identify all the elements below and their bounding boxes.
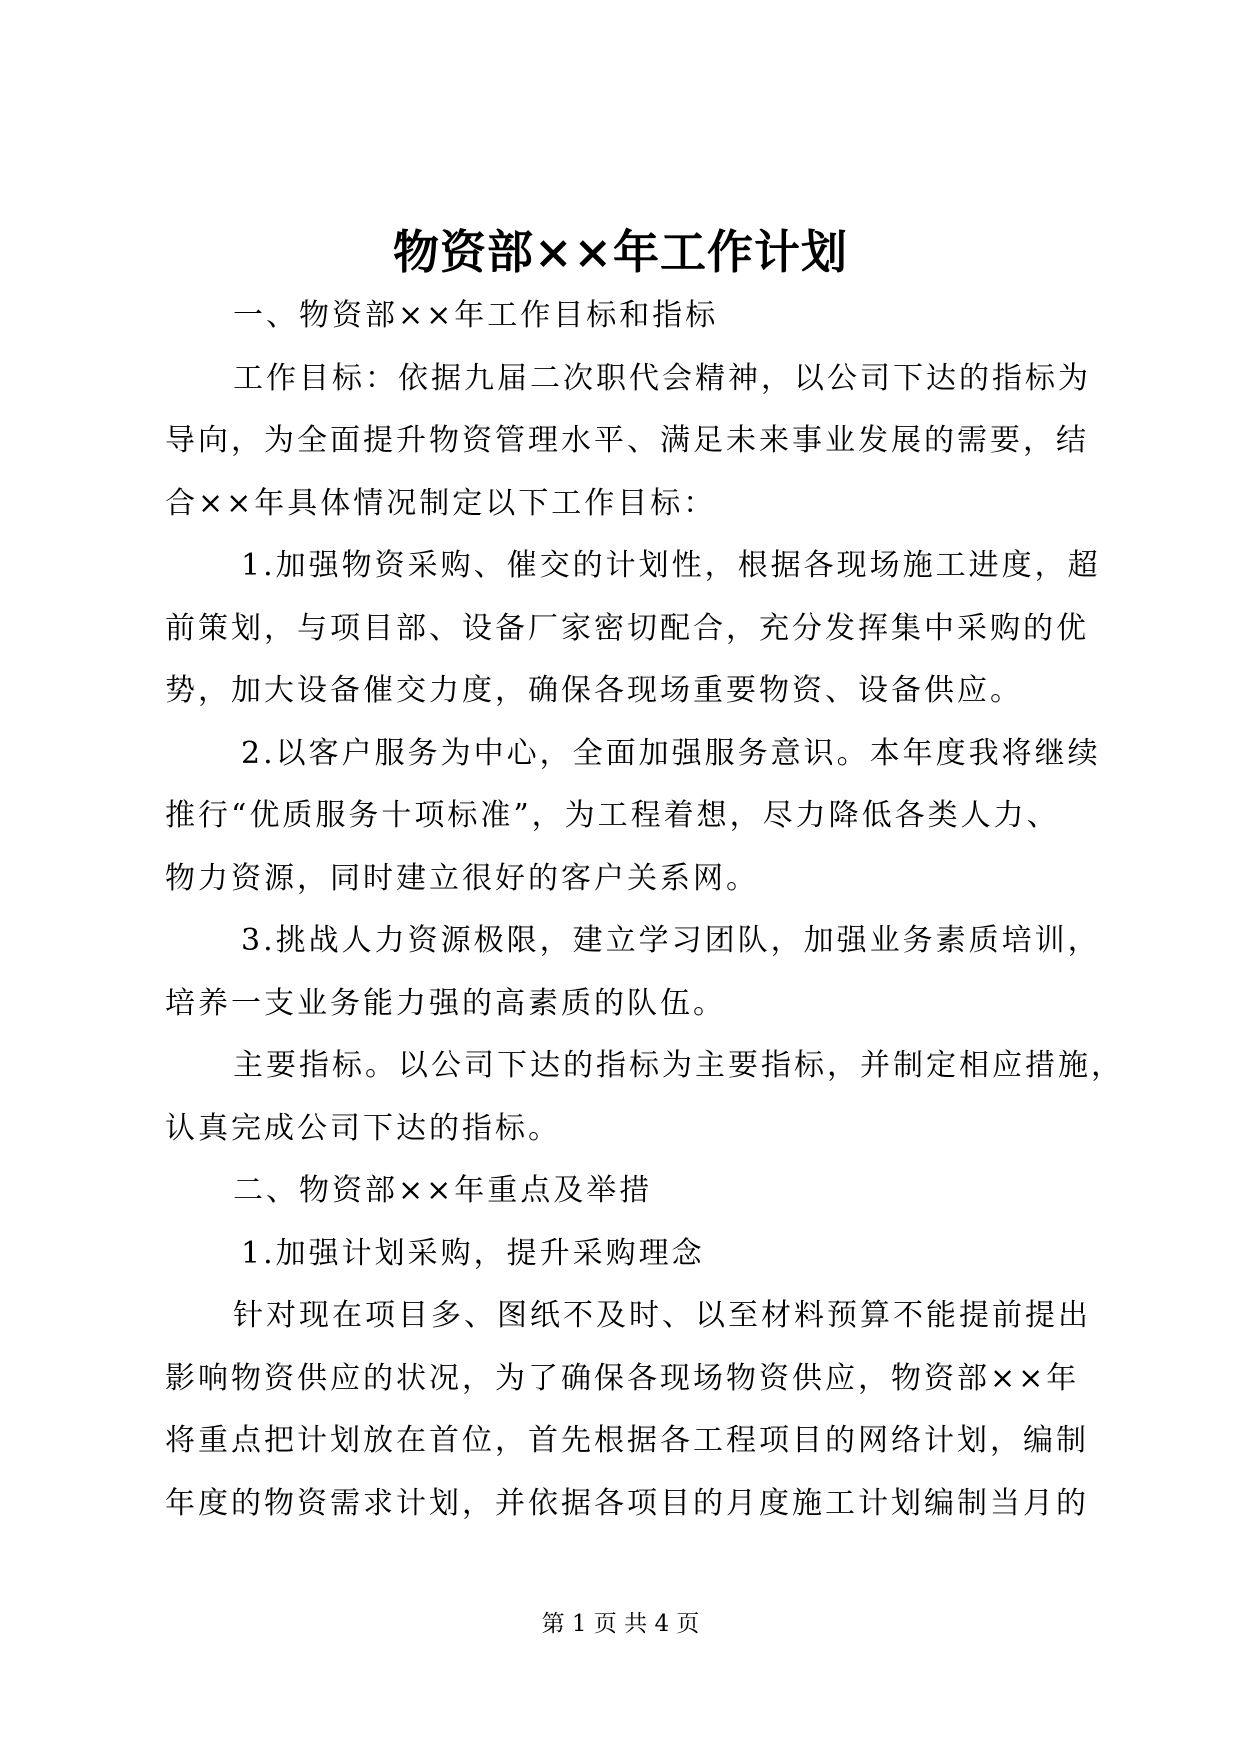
paragraph-line: 2.以客户服务为中心，全面加强服务意识。本年度我将继续 — [241, 735, 1101, 771]
subsection-heading: 1.加强计划采购，提升采购理念 — [241, 1235, 705, 1271]
document-title: 物资部××年工作计划 — [392, 225, 849, 279]
paragraph-line: 3.挑战人力资源极限，建立学习团队，加强业务素质培训， — [241, 923, 1101, 958]
paragraph-line: 前策划，与项目部、设备厂家密切配合，充分发挥集中采购的优 — [165, 610, 1089, 646]
paragraph-line: 推行“优质服务十项标准”，为工程着想，尽力降低各类人力、 — [165, 798, 1060, 833]
paragraph-line: 1.加强物资采购、催交的计划性，根据各现场施工进度，超 — [241, 548, 1101, 583]
paragraph-line: 物力资源，同时建立很好的客户关系网。 — [165, 860, 759, 896]
paragraph-line: 针对现在项目多、图纸不及时、以至材料预算不能提前提出 — [233, 1298, 1091, 1333]
paragraph-line: 年度的物资需求计划，并依据各项目的月度施工计划编制当月的 — [165, 1485, 1089, 1521]
paragraph-line: 工作目标：依据九届二次职代会精神，以公司下达的指标为 — [233, 360, 1091, 396]
paragraph-line: 影响物资供应的状况，为了确保各现场物资供应，物资部××年 — [165, 1360, 1080, 1396]
paragraph-line: 培养一支业务能力强的高素质的队伍。 — [165, 985, 726, 1021]
section-heading-1: 一、物资部××年工作目标和指标 — [233, 298, 719, 333]
section-heading-2: 二、物资部××年重点及举措 — [233, 1173, 653, 1208]
document-body — [165, 285, 1124, 1535]
page-footer: 第 1 页 共 4 页 — [541, 1611, 700, 1637]
paragraph-line: 合××年具体情况制定以下工作目标： — [165, 485, 717, 521]
paragraph-line: 导向，为全面提升物资管理水平、满足未来事业发展的需要，结 — [165, 423, 1089, 458]
paragraph-line: 将重点把计划放在首位，首先根据各工程项目的网络计划，编制 — [165, 1423, 1089, 1458]
paragraph-line: 认真完成公司下达的指标。 — [165, 1110, 561, 1146]
paragraph-line: 主要指标。以公司下达的指标为主要指标，并制定相应措施， — [233, 1048, 1124, 1083]
paragraph-line: 势，加大设备催交力度，确保各现场重要物资、设备供应。 — [165, 673, 1023, 708]
